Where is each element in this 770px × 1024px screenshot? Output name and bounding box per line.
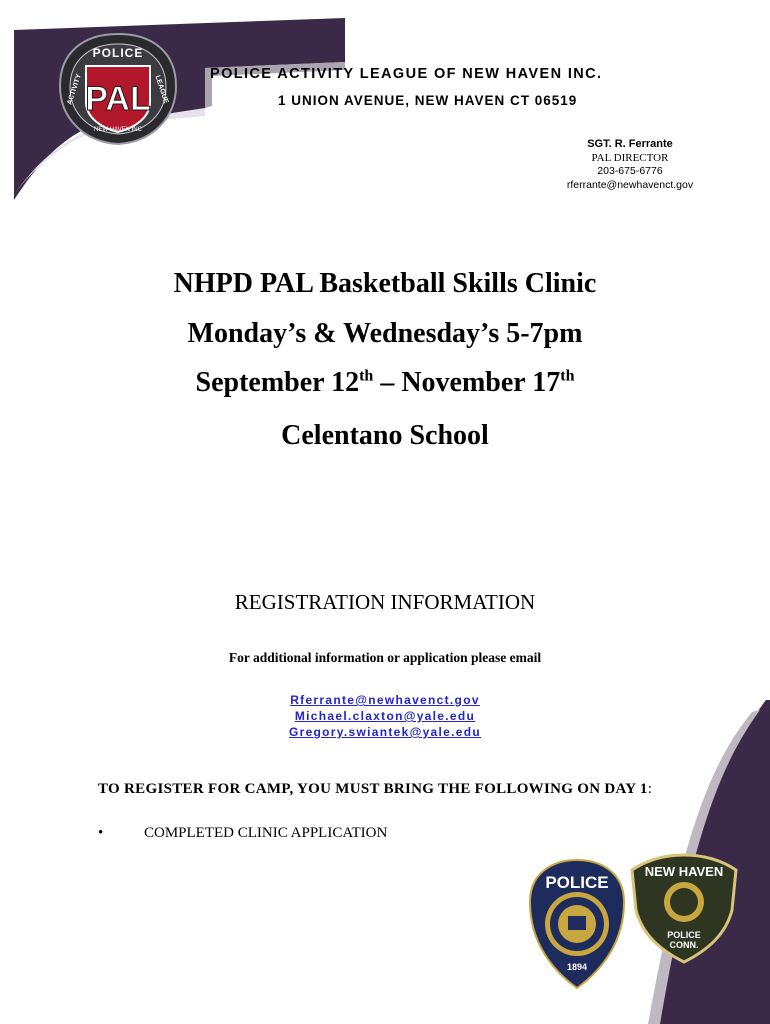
email-link-ferrante[interactable]: Rferrante@newhavenct.gov: [290, 693, 480, 707]
list-item-text: COMPLETED CLINIC APPLICATION: [144, 825, 388, 841]
registration-email-list: [0, 692, 770, 740]
org-address: 1 UNION AVENUE, NEW HAVEN CT 06519: [278, 93, 578, 108]
contact-title: PAL DIRECTOR: [591, 151, 669, 164]
contact-email: rferrante@newhavenct.gov: [566, 178, 694, 191]
bottom-swoosh-inner: [690, 1010, 770, 1024]
event-date-start: September 12: [195, 367, 360, 398]
logo-main-text: PAL: [85, 80, 151, 118]
nh-badge-bottom-line-1: POLICE: [667, 930, 701, 940]
new-haven-badge-logo: [622, 848, 746, 966]
contact-phone: 203-675-6776: [597, 165, 663, 177]
must-bring-heading-text: TO REGISTER FOR CAMP, YOU MUST BRING THE FOLLOWING ON DAY 1: [98, 781, 648, 797]
event-dates: [0, 367, 770, 399]
event-date-end-suffix: th: [560, 367, 575, 385]
logo-left-text: ACTIVITY: [66, 73, 83, 106]
police-badge-top-text: POLICE: [545, 873, 609, 892]
contact-block: [560, 138, 700, 192]
org-name: POLICE ACTIVITY LEAGUE OF NEW HAVEN INC.: [210, 66, 603, 82]
logo-right-text: LEAGUE: [153, 74, 170, 105]
police-badge-year: 1894: [566, 962, 588, 972]
event-location: Celentano School: [281, 420, 489, 451]
logo-bottom-text: NEW HAVEN INC: [94, 127, 142, 133]
contact-name: SGT. R. Ferrante: [587, 138, 673, 150]
list-item: [98, 825, 387, 842]
registration-heading: REGISTRATION INFORMATION: [234, 590, 536, 614]
event-date-end: November 17: [401, 367, 561, 398]
nh-badge-bottom-line-2: CONN.: [669, 940, 699, 950]
nh-badge-top-text: NEW HAVEN: [644, 864, 724, 879]
must-bring-heading: [98, 780, 718, 799]
logo-top-text: POLICE: [92, 46, 144, 60]
event-title: NHPD PAL Basketball Skills Clinic: [173, 268, 597, 299]
bullet-glyph: •: [98, 825, 104, 841]
registration-subheading: For additional information or application please email: [228, 650, 542, 665]
event-date-start-suffix: th: [359, 367, 374, 385]
event-date-separator: –: [373, 367, 402, 398]
email-link-swiantek[interactable]: Gregory.swiantek@yale.edu: [288, 725, 482, 739]
police-badge-logo: [528, 858, 626, 990]
must-bring-colon: :: [647, 781, 653, 797]
pal-logo: [56, 30, 180, 148]
event-days: Monday’s & Wednesday’s 5-7pm: [187, 318, 583, 349]
email-link-claxton[interactable]: Michael.claxton@yale.edu: [294, 709, 476, 723]
